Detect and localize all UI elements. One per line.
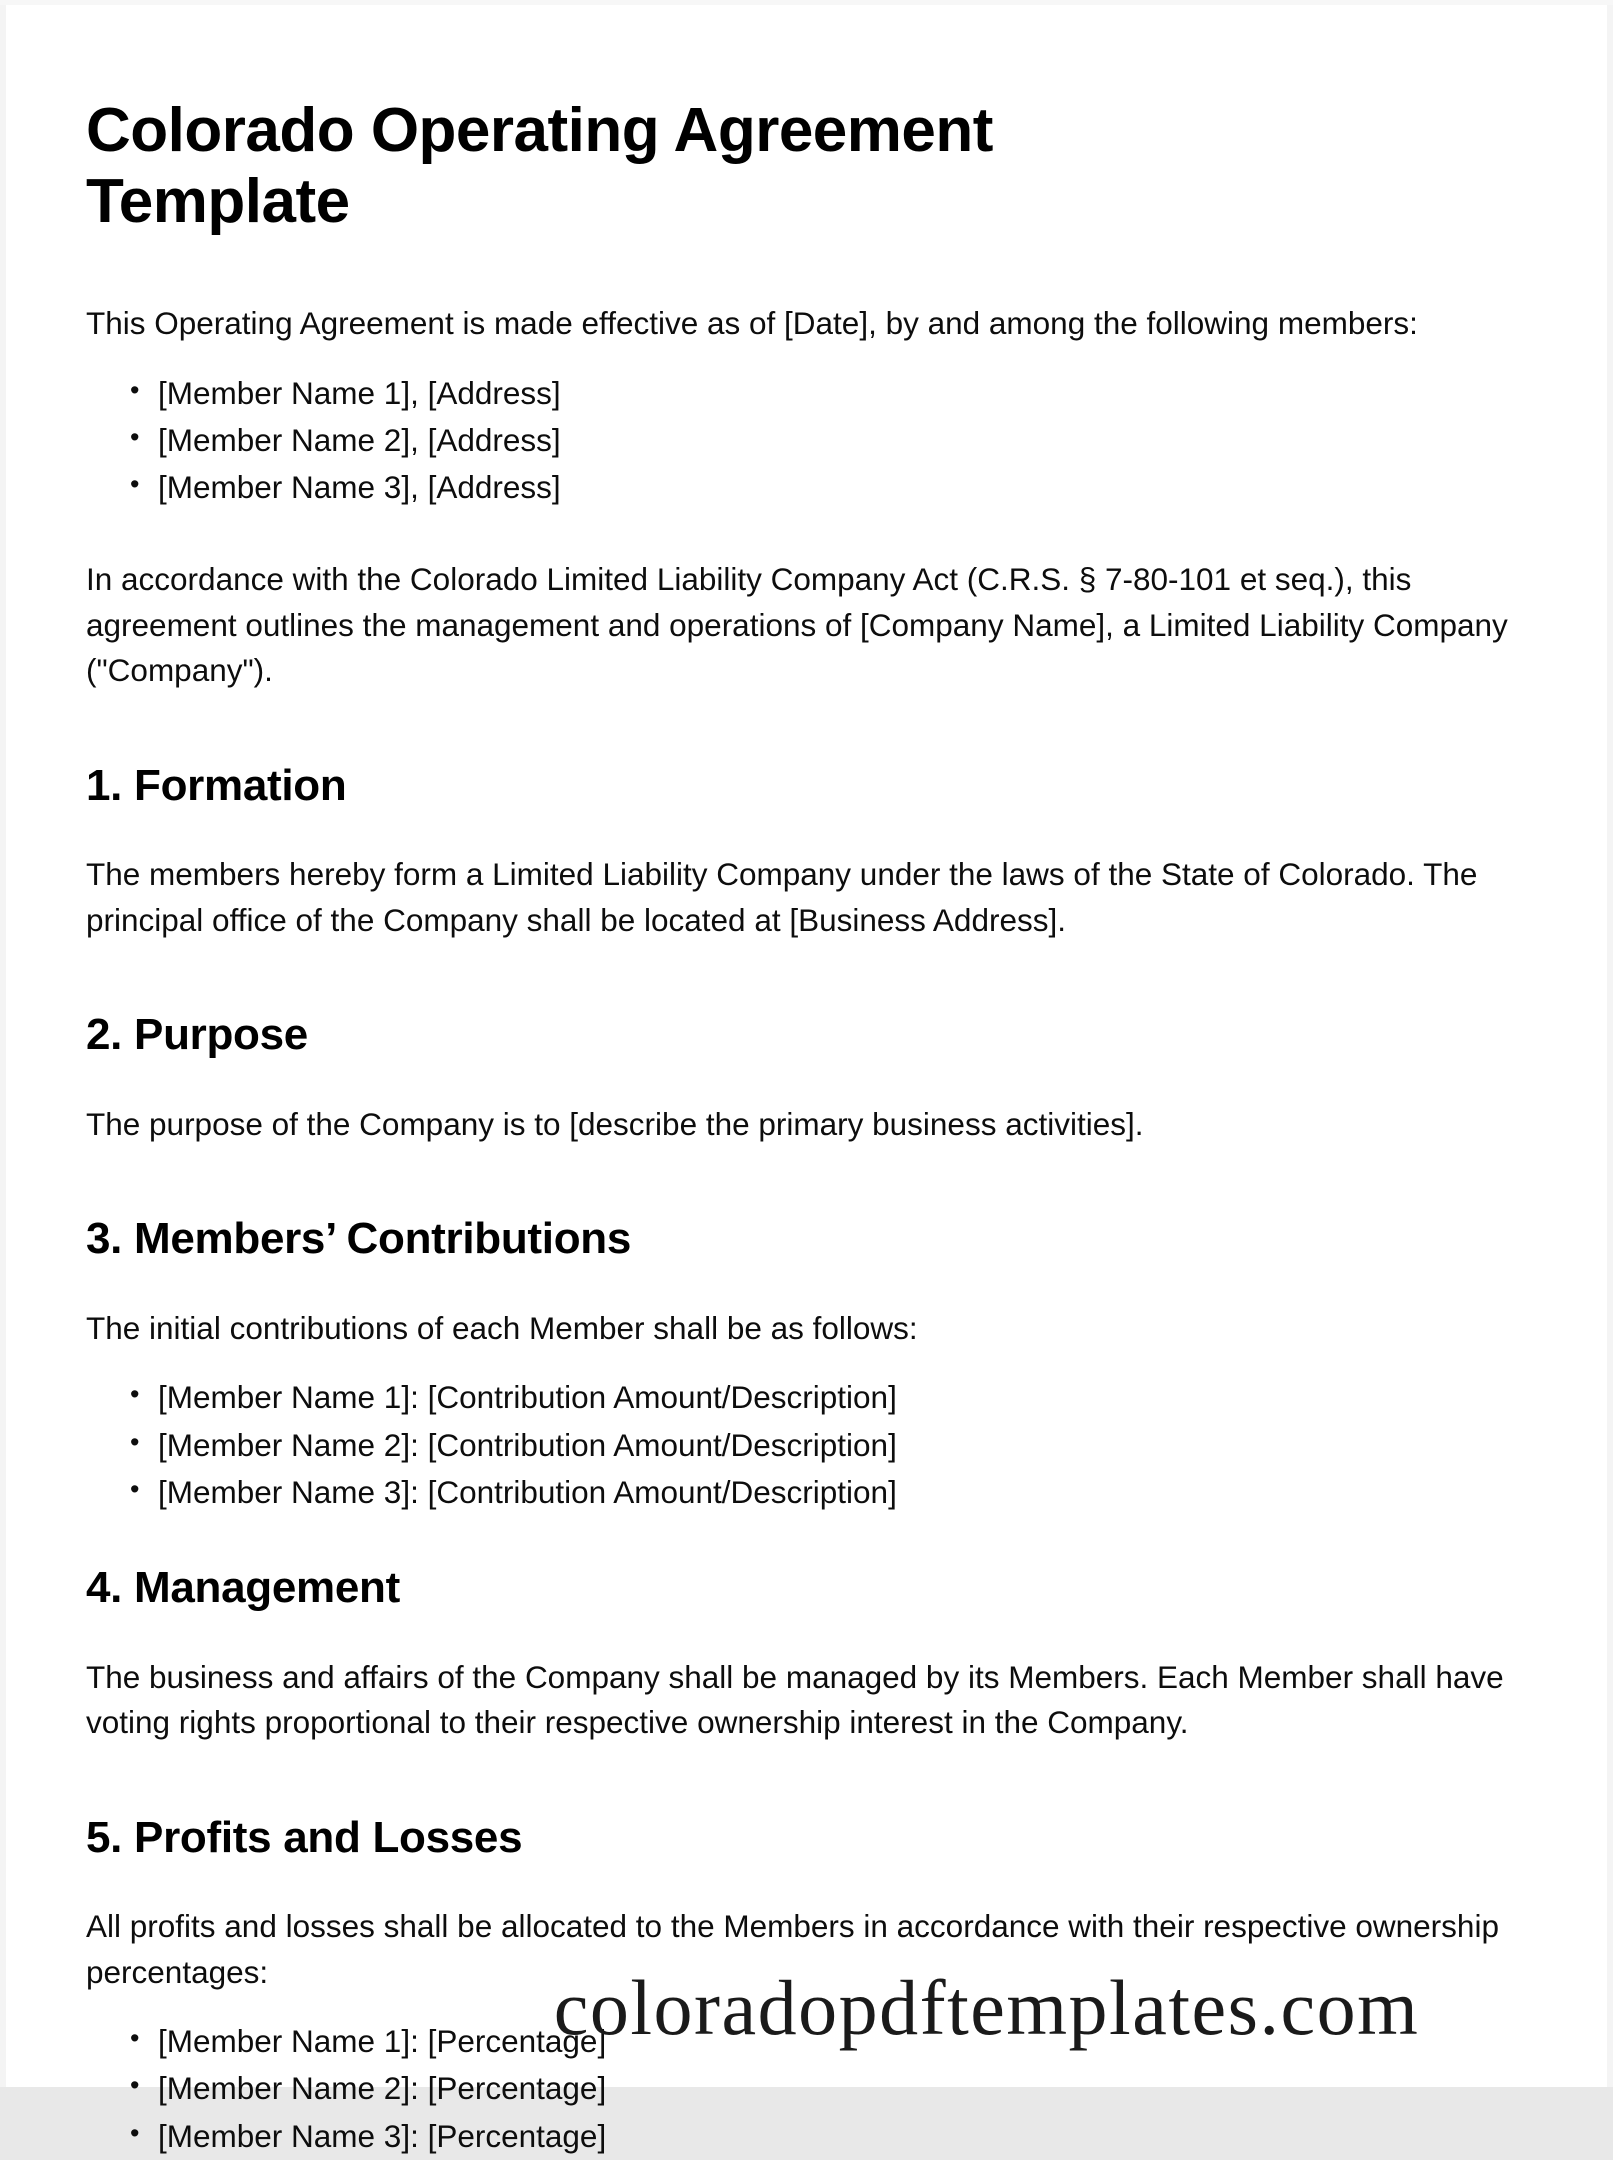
list-item: • [Member Name 1]: [Contribution Amount/Description] (86, 1374, 1530, 1421)
section-paragraph-purpose: The purpose of the Company is to [describe the primary business activities]. (86, 1105, 1144, 1142)
statute-paragraph: In accordance with the Colorado Limited Liability Company Act (C.R.S. § 7-80-101 et seq.), this agreement outlines the management and operations of [Company Name], a Limited Liability Company ("Company"). (86, 561, 1508, 689)
spacer (86, 694, 1530, 760)
section-heading-formation: 1. Formation (86, 760, 347, 810)
spacer (86, 1864, 1530, 1904)
section-paragraph-management: The business and affairs of the Company shall be managed by its Members. Each Member shall have voting rights proportional to their respective ownership interest in the Company. (86, 1658, 1504, 1741)
spacer (86, 1351, 1530, 1374)
contributions-list (86, 1374, 1530, 1516)
list-item: • [Member Name 1], [Address] (86, 370, 1530, 417)
document-content (86, 96, 1530, 2160)
list-item: • [Member Name 3], [Address] (86, 464, 1530, 511)
intro-paragraph: This Operating Agreement is made effective as of [Date], by and among the following members: (86, 305, 1418, 342)
page-edge-left (0, 0, 6, 2087)
section-heading-purpose: 2. Purpose (86, 1010, 308, 1060)
section-heading-members-contributions: 3. Members’ Contributions (86, 1214, 632, 1264)
spacer (86, 812, 1530, 852)
list-item: • [Member Name 1]: [Percentage] (86, 2018, 1530, 2065)
spacer (86, 1615, 1530, 1655)
list-item: • [Member Name 2]: [Contribution Amount/Description] (86, 1422, 1530, 1469)
spacer (86, 1062, 1530, 1102)
spacer (86, 511, 1530, 557)
section-paragraph-members-contributions: The initial contributions of each Member shall be as follows: (86, 1310, 918, 1346)
spacer (86, 347, 1530, 370)
section-paragraph-formation: The members hereby form a Limited Liability Company under the laws of the State of Colorado. The principal office of the Company shall be located at [Business Address]. (86, 856, 1478, 938)
section-heading-profits-and-losses: 5. Profits and Losses (86, 1812, 523, 1862)
spacer (86, 1746, 1530, 1812)
section-paragraph-profits-and-losses: All profits and losses shall be allocated to the Members in accordance with their respective ownership percentages: (86, 1908, 1499, 1990)
list-item: • [Member Name 2]: [Percentage] (86, 2065, 1530, 2112)
spacer (86, 1516, 1530, 1562)
page-edge-top (0, 0, 1613, 5)
list-item: • [Member Name 3]: [Contribution Amount/Description] (86, 1469, 1530, 1516)
list-item: • [Member Name 3]: [Percentage] (86, 2113, 1530, 2160)
spacer (86, 237, 1530, 301)
list-item: • [Member Name 2], [Address] (86, 417, 1530, 464)
members-list (86, 370, 1530, 512)
page-edge-right (1607, 0, 1613, 2087)
section-heading-management: 4. Management (86, 1563, 400, 1613)
watermark-text: coloradopdftemplates.com (553, 1964, 1420, 2051)
watermark (0, 1963, 1613, 2053)
spacer (86, 943, 1530, 1009)
spacer (86, 1266, 1530, 1306)
spacer (86, 1147, 1530, 1213)
page-title: Colorado Operating Agreement Template (86, 96, 993, 236)
